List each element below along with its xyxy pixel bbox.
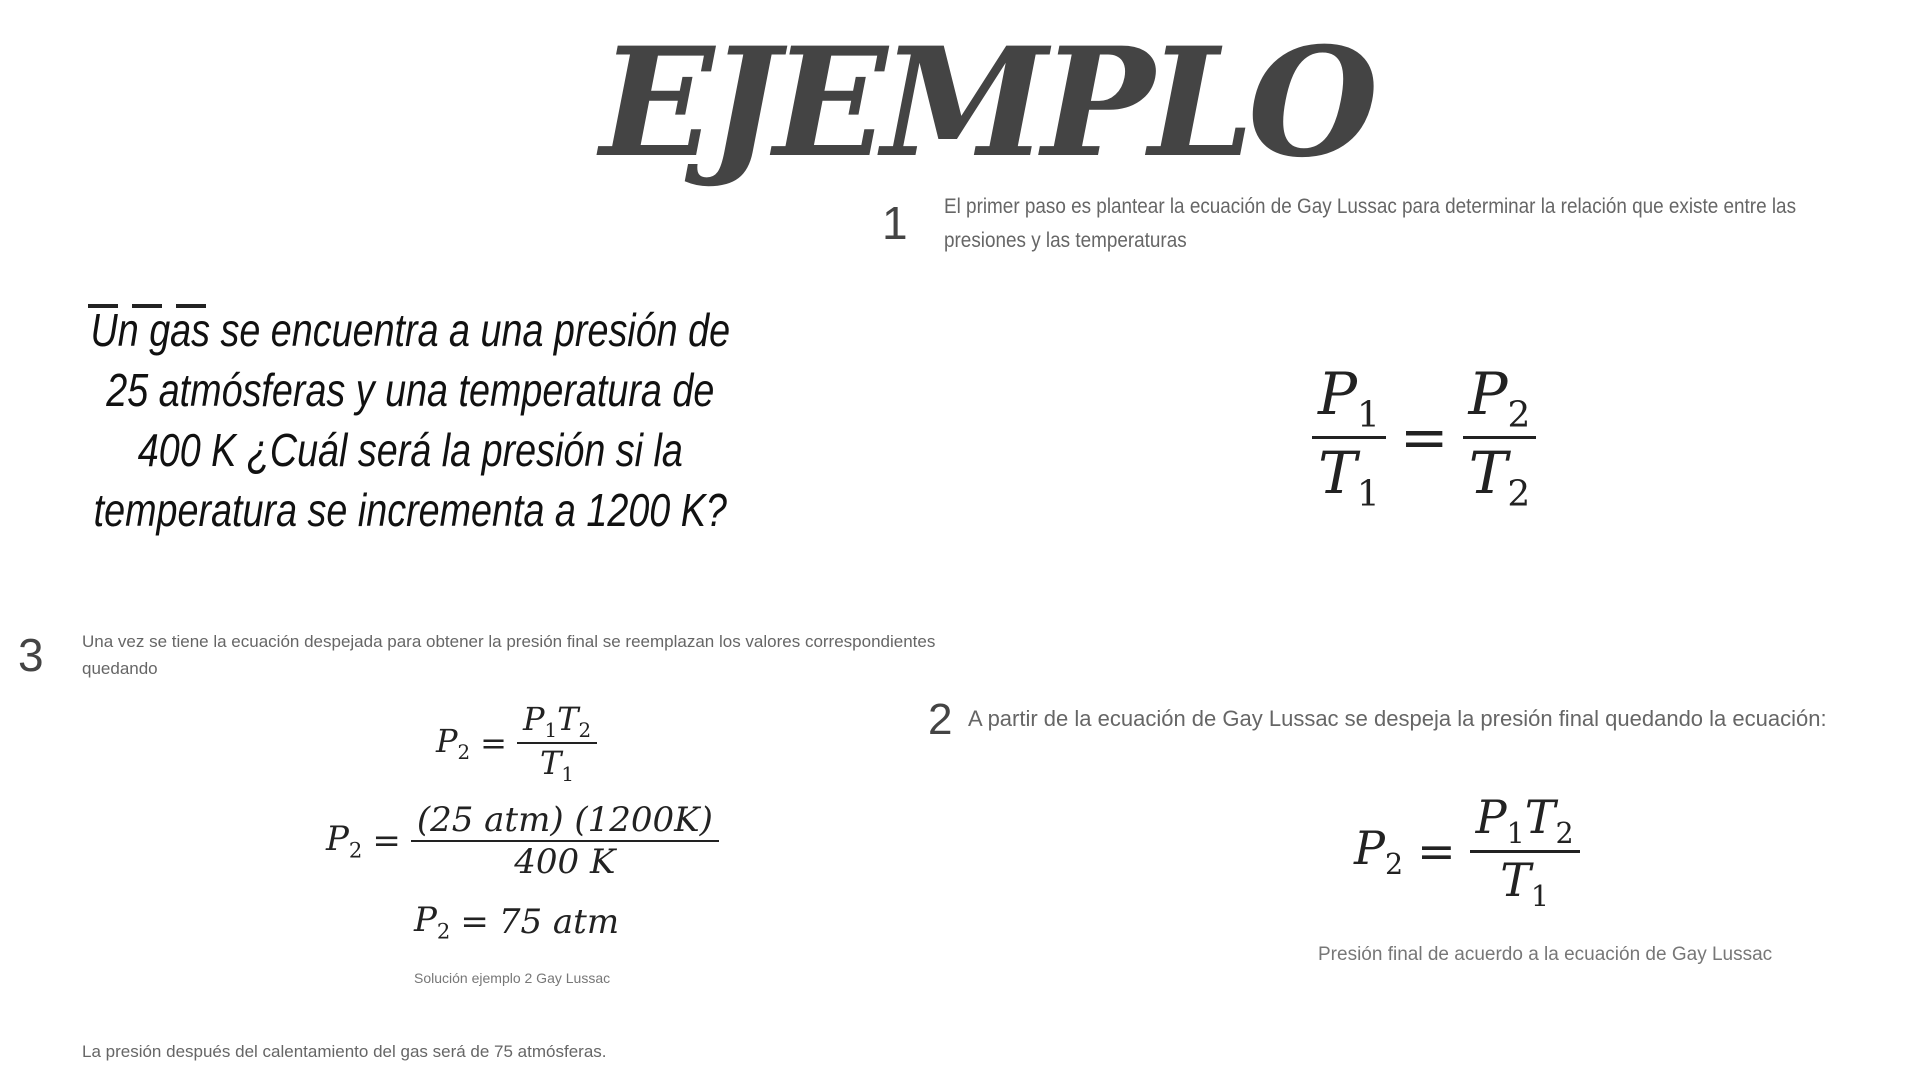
step-3-number: 3 <box>18 629 44 681</box>
gay-lussac-equation: $\frac{P_1}{T_1}$ = $\frac{P_2}{T_2}$ <box>1312 360 1536 514</box>
substituted-equation: $P_2$ = $\frac{\text{(25 atm) (1200K)}}{400 K}$ <box>326 800 719 882</box>
fraction-p2-t2: $\frac{P_2}{T_2}$ <box>1463 360 1537 514</box>
result-equation: $P_2$ = 75 atm <box>414 900 620 944</box>
fraction-p1-t1: $\frac{P_1}{T_1}$ <box>1312 360 1386 514</box>
step-1-text: El primer paso es plantear la ecuación de Gay Lussac para determinar la relación que existe entre las presiones y las temperaturas <box>944 195 1797 252</box>
final-pressure-equation: $P_2$ = $\frac{P_1T_2}{T_1}$ <box>1354 790 1580 913</box>
problem-statement: Un gas se encuentra a una presión de 25 atmósferas y una temperatura de 400 K ¿Cuál será la presión si la temperatura se incrementa a 1200 K? <box>90 304 731 536</box>
step-2-caption: Presión final de acuerdo a la ecuación de Gay Lussac <box>1318 944 1773 965</box>
conclusion-text: La presión después del calentamiento del gas será de 75 atmósferas. <box>82 1042 607 1061</box>
step-3-caption: Solución ejemplo 2 Gay Lussac <box>414 970 611 986</box>
step-2-text: A partir de la ecuación de Gay Lussac se despeja la presión final quedando la ecuación: <box>968 706 1827 731</box>
step-3-text: Una vez se tiene la ecuación despejada para obtener la presión final se reemplazan los valores correspondientes quedando <box>82 632 936 678</box>
solved-equation: $P_2$ = $\frac{P_1T_2}{T_1}$ <box>436 700 597 786</box>
page-title: EJEMPLO <box>600 15 1373 191</box>
step-2-number: 2 <box>928 695 953 744</box>
step-1-number: 1 <box>882 197 908 249</box>
